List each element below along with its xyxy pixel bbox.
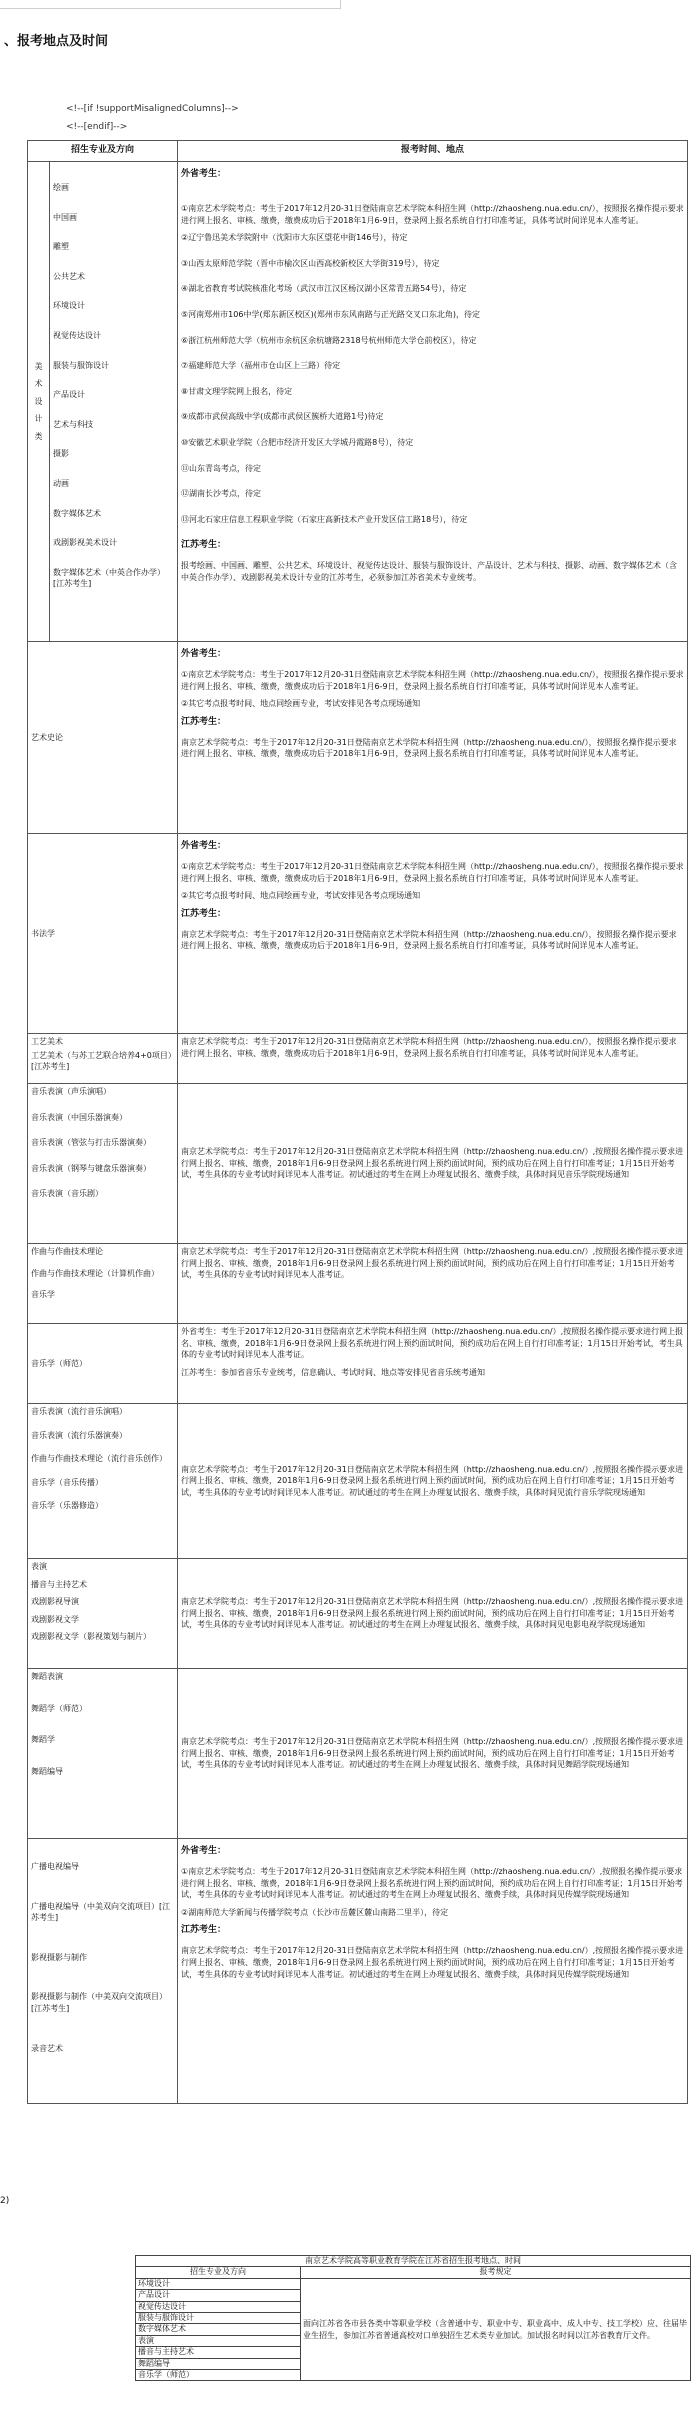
calligraphy-info: 外省考生： ①南京艺术学院考点：考生于2017年12月20-31日登陆南京艺术学院本科招生网（http://zhaosheng.nua.edu.cn/），按照报名操作提示要求进行网上报名、审核、缴费，缴费成功后于2018年1月6-9日，登录网上报名系统自行打印准考证，具体考试时间详见本人准考证。 ②其它考点报考时间、地点同绘画专业，考试安排见各考点现场通知 江苏考生： 南京艺术学院考点：考生于2017年12月20-31日登陆南京艺术学院本科招生网（http://zhaosheng.nua.edu.cn/），按照报名操作提示要求进行网上报名、审核、缴费，缴费成功后于2018年1月6-9日，登录网上报名系统自行打印准考证，具体考试时间详见本人准考证。 xyxy=(178,834,688,1034)
list-item: 戏剧影视导演 xyxy=(31,1597,79,1607)
fine-arts-majors xyxy=(50,162,178,642)
table-row xyxy=(28,1559,688,1669)
list-item: 戏剧影视文学 xyxy=(31,1614,79,1624)
top-input-box xyxy=(0,0,341,9)
list-item: 音乐表演（钢琴与键盘乐器演奏） xyxy=(31,1163,151,1173)
list-item: 数字媒体艺术（中英合作办学）[江苏考生] xyxy=(53,567,165,589)
table-row xyxy=(28,162,688,642)
drama-majors xyxy=(28,1559,178,1669)
html-comment-2: <!--[endif]--> xyxy=(66,122,128,132)
list-item: 产品设计 xyxy=(53,390,85,400)
list-item: 音乐学（音乐传播） xyxy=(31,1477,103,1487)
list-item: 视觉传达设计 xyxy=(53,330,101,340)
section-heading: 、报考地点及时间 xyxy=(4,34,109,49)
dance-majors xyxy=(28,1669,178,1839)
list-item: 工艺美术（与苏工艺联合培养4+0项目）[江苏考生] xyxy=(31,1050,172,1072)
list-item: 工艺美术 xyxy=(31,1037,63,1046)
table-row xyxy=(136,2278,691,2289)
tv-info: 外省考生： ①南京艺术学院考点：考生于2017年12月20-31日登陆南京艺术学院本科招生网（http://zhaosheng.nua.edu.cn/）,按照报名操作提示要求进行网上报名、审核、缴费，2018年1月6-9日登录网上报名系统进行网上预约面试时间，预约成功后在网上自行打印准考证；1月15日开始考试，考生具体的专业考试时间详见本人准考证。初试通过的考生在网上办理复试报名、缴费手续，具体时间见传媒学院现场通知 ②湖南师范大学新闻与传播学院考点（长沙市岳麓区麓山南路二里半），待定 江苏考生： 南京艺术学院考点：考生于2017年12月20-31日登陆南京艺术学院本科招生网（http://zhaosheng.nua.edu.cn/）,按照报名操作提示要求进行网上报名、审核、缴费，2018年1月6-9日登录网上报名系统进行网上预约面试时间，预约成功后在网上自行打印准考证；1月15日开始考试，考生具体的专业考试时间详见本人准考证。初试通过的考生在网上办理复试报名、缴费手续，具体时间见传媒学院现场通知 xyxy=(178,1839,688,2104)
art-history-major: 艺术史论 xyxy=(28,642,178,834)
list-item: 音乐表演（流行音乐演唱） xyxy=(31,1407,127,1416)
list-item: 舞蹈学 xyxy=(31,1735,55,1745)
tv-majors xyxy=(28,1839,178,2104)
table-row xyxy=(28,1404,688,1559)
list-item: 音乐表演（管弦与打击乐器演奏） xyxy=(31,1138,151,1148)
fine-arts-category: 美 术 设 计 类 xyxy=(28,162,50,642)
table-row xyxy=(136,2267,691,2278)
list-item: 广播电视编导 xyxy=(31,1862,79,1871)
section2-label: 2) xyxy=(0,2196,10,2206)
composition-info: 南京艺术学院考点：考生于2017年12月20-31日登陆南京艺术学院本科招生网（http://zhaosheng.nua.edu.cn/）,按照报名操作提示要求进行网上报名、审核、缴费，2018年1月6-9日登录网上报名系统进行网上预约面试时间，预约成功后在网上自行打印准考证；1月15日开始考试，考生具体的专业考试时间详见本人准考证。 xyxy=(178,1244,688,1324)
pop-info: 南京艺术学院考点：考生于2017年12月20-31日登陆南京艺术学院本科招生网（http://zhaosheng.nua.edu.cn/）,按照报名操作提示要求进行网上报名、审核、缴费，2018年1月6-9日登录网上报名系统进行网上预约面试时间，预约成功后在网上自行打印准考证；1月15日开始考试，考生具体的专业考试时间详见本人准考证。初试通过的考生在网上办理复试报名、缴费手续，具体时间见流行音乐学院现场通知 xyxy=(178,1404,688,1559)
list-item: 播音与主持艺术 xyxy=(136,2347,301,2358)
vocational-col-major: 招生专业及方向 xyxy=(136,2267,301,2278)
list-item: 雕塑 xyxy=(53,242,69,252)
html-comment-1: <!--[if !supportMisalignedColumns]--> xyxy=(66,104,239,114)
list-item: 艺术与科技 xyxy=(53,419,93,429)
table-row xyxy=(28,1324,688,1404)
list-item: 音乐表演（流行乐器演奏） xyxy=(31,1430,127,1440)
table-row xyxy=(136,2256,691,2267)
craft-majors xyxy=(28,1034,178,1084)
list-item: 音乐表演（音乐剧） xyxy=(31,1189,103,1199)
table-row xyxy=(28,1244,688,1324)
list-item: 环境设计 xyxy=(53,301,85,311)
list-item: 播音与主持艺术 xyxy=(31,1579,87,1589)
list-item: 表演 xyxy=(31,1562,47,1571)
list-item: 作曲与作曲技术理论 xyxy=(31,1247,103,1256)
vocational-title: 南京艺术学院高等职业教育学院在江苏省招生报考地点、时间 xyxy=(136,2256,691,2267)
vocational-rule: 面向江苏省各市县各类中等职业学校（含普通中专、职业中专、职业高中、成人中专、技工学校）应、往届毕业生招生，参加江苏省普通高校对口单独招生艺术类专业加试。加试报名时间以江苏省教育厅文件。 xyxy=(301,2278,691,2381)
list-item: 视觉传达设计 xyxy=(136,2301,301,2312)
table-row xyxy=(28,1669,688,1839)
table-row xyxy=(28,1084,688,1244)
list-item: 数字媒体艺术 xyxy=(136,2324,301,2335)
craft-info: 南京艺术学院考点：考生于2017年12月20-31日登陆南京艺术学院本科招生网（http://zhaosheng.nua.edu.cn/），按照报名操作提示要求进行网上报名、审核、缴费，缴费成功后于2018年1月6-9日，登录网上报名系统自行打印准考证，具体考试时间详见本人准考证。 xyxy=(178,1034,688,1084)
table-header-row xyxy=(28,141,688,162)
list-item: 动画 xyxy=(53,478,69,488)
list-item: 中国画 xyxy=(53,212,77,222)
art-history-info: 外省考生： ①南京艺术学院考点：考生于2017年12月20-31日登陆南京艺术学院本科招生网（http://zhaosheng.nua.edu.cn/），按照报名操作提示要求进行网上报名、审核、缴费，缴费成功后于2018年1月6-9日，登录网上报名系统自行打印准考证，具体考试时间详见本人准考证。 ②其它考点报考时间、地点同绘画专业，考试安排见各考点现场通知 江苏考生： 南京艺术学院考点：考生于2017年12月20-31日登陆南京艺术学院本科招生网（http://zhaosheng.nua.edu.cn/），按照报名操作提示要求进行网上报名、审核、缴费，缴费成功后于2018年1月6-9日，登录网上报名系统自行打印准考证，具体考试时间详见本人准考证。 xyxy=(178,642,688,834)
list-item: 服装与服饰设计 xyxy=(136,2312,301,2323)
vocational-table xyxy=(135,2255,691,2381)
list-item: 音乐学（乐器修造） xyxy=(31,1501,103,1511)
table-row xyxy=(28,642,688,834)
calligraphy-major: 书法学 xyxy=(28,834,178,1034)
col-header-info: 报考时间、地点 xyxy=(178,141,688,162)
table-row xyxy=(28,834,688,1034)
list-item: 产品设计 xyxy=(136,2290,301,2301)
list-item: 舞蹈学（师范） xyxy=(31,1703,87,1713)
list-item: 表演 xyxy=(136,2335,301,2346)
table-row xyxy=(28,1839,688,2104)
list-item: 绘画 xyxy=(53,183,69,192)
list-item: 音乐学 xyxy=(31,1290,55,1300)
list-item: 音乐表演（声乐演唱） xyxy=(31,1087,111,1096)
music-info: 南京艺术学院考点：考生于2017年12月20-31日登陆南京艺术学院本科招生网（http://zhaosheng.nua.edu.cn/）,按照报名操作提示要求进行网上报名、审核、缴费，2018年1月6-9日登录网上报名系统进行网上预约面试时间，预约成功后在网上自行打印准考证；1月15日开始考试，考生具体的专业考试时间详见本人准考证。初试通过的考生在网上办理复试报名、缴费手续，具体时间见音乐学院现场通知 xyxy=(178,1084,688,1244)
list-item: 舞蹈表演 xyxy=(31,1672,63,1681)
table-row xyxy=(28,1034,688,1084)
fine-arts-info: 外省考生： ①南京艺术学院考点：考生于2017年12月20-31日登陆南京艺术学院本科招生网（http://zhaosheng.nua.edu.cn/），按照报名操作提示要求进行网上报名、审核、缴费，缴费成功后于2018年1月6-9日，登录网上报名系统自行打印准考证，具体考试时间详见本人准考证。 ②辽宁鲁迅美术学院附中（沈阳市大东区望花中街146号），待定 ③山西太原师范学院（晋中市榆次区山西高校新校区大学街319号），待定 ④湖北省教育考试院核准化考场（武汉市江汉区杨汉湖小区常青五路54号），待定 ⑤河南郑州市106中学(郑东新区校区)(郑州市东风南路与正光路交叉口东北角)，待定 ⑥浙江杭州师范大学（杭州市余杭区余杭塘路2318号杭州师范大学仓前校区），待定 ⑦福建师范大学（福州市仓山区上三路）待定 ⑧甘肃文理学院网上报名，待定 ⑨成都市武侯高级中学(成都市武侯区簇桥大道路1号)待定 ⑩安徽艺术职业学院（合肥市经济开发区大学城丹霞路8号），待定 ⑪山东青岛考点，待定 ⑫湖南长沙考点，待定 ⑬河北石家庄信息工程职业学院（石家庄高新技术产业开发区信工路18号），待定 江苏考生： 报考绘画、中国画、雕塑、公共艺术、环境设计、视觉传达设计、服装与服饰设计、产品设计、艺术与科技、摄影、动画、数字媒体艺术（含中英合作办学）、戏剧影视美术设计专业的江苏考生，必须参加江苏省美术专业统考。 xyxy=(178,162,688,642)
list-item: 影视摄影与制作（中美双向交流项目）[江苏考生] xyxy=(31,1992,167,2013)
pop-majors xyxy=(28,1404,178,1559)
list-item: 影视摄影与制作 xyxy=(31,1952,87,1962)
music-majors xyxy=(28,1084,178,1244)
music-edu-info: 外省考生：考生于2017年12月20-31日登陆南京艺术学院本科招生网（http://zhaosheng.nua.edu.cn/）,按照报名操作提示要求进行网上报名、审核、缴费，2018年1月6-9日登录网上报名系统进行网上预约面试时间，预约成功后在网上自行打印准考证；1月15日开始考试，考生具体的专业考试时间详见本人准考证。 江苏考生：参加省音乐专业统考，信息确认、考试时间、地点等安排见省音乐统考通知 xyxy=(178,1324,688,1404)
list-item: 舞蹈编导 xyxy=(31,1766,63,1776)
list-item: 作曲与作曲技术理论（计算机作曲） xyxy=(31,1268,159,1278)
list-item: 音乐学（师范） xyxy=(136,2369,301,2380)
list-item: 广播电视编导（中美双向交流项目）[江苏考生] xyxy=(31,1901,171,1923)
list-item: 摄影 xyxy=(53,449,69,459)
list-item: 数字媒体艺术 xyxy=(53,508,101,518)
drama-info: 南京艺术学院考点：考生于2017年12月20-31日登陆南京艺术学院本科招生网（http://zhaosheng.nua.edu.cn/）,按照报名操作提示要求进行网上报名、审核、缴费，2018年1月6-9日登录网上报名系统进行网上预约面试时间，预约成功后在网上自行打印准考证；1月15日开始考试，考生具体的专业考试时间详见本人准考证。初试通过的考生在网上办理复试报名、缴费手续，具体时间见电影电视学院现场通知 xyxy=(178,1559,688,1669)
composition-majors xyxy=(28,1244,178,1324)
list-item: 戏剧影视美术设计 xyxy=(53,538,117,548)
list-item: 舞蹈编导 xyxy=(136,2358,301,2369)
list-item: 音乐表演（中国乐器演奏） xyxy=(31,1112,127,1122)
list-item: 录音艺术 xyxy=(31,2043,63,2053)
vocational-col-rule: 报考规定 xyxy=(301,2267,691,2278)
dance-info: 南京艺术学院考点：考生于2017年12月20-31日登陆南京艺术学院本科招生网（http://zhaosheng.nua.edu.cn/）,按照报名操作提示要求进行网上报名、审核、缴费，2018年1月6-9日登录网上报名系统进行网上预约面试时间，预约成功后在网上自行打印准考证；1月15日开始考试，考生具体的专业考试时间详见本人准考证。初试通过的考生在网上办理复试报名、缴费手续，具体时间见舞蹈学院现场通知 xyxy=(178,1669,688,1839)
list-item: 环境设计 xyxy=(136,2278,301,2289)
col-header-major: 招生专业及方向 xyxy=(28,141,178,162)
list-item: 公共艺术 xyxy=(53,271,85,281)
exam-location-table xyxy=(27,140,688,2104)
list-item: 作曲与作曲技术理论（流行音乐创作） xyxy=(31,1454,167,1464)
music-edu-major: 音乐学（师范） xyxy=(28,1324,178,1404)
list-item: 戏剧影视文学（影视策划与制片） xyxy=(31,1632,151,1642)
list-item: 服装与服饰设计 xyxy=(53,360,109,370)
